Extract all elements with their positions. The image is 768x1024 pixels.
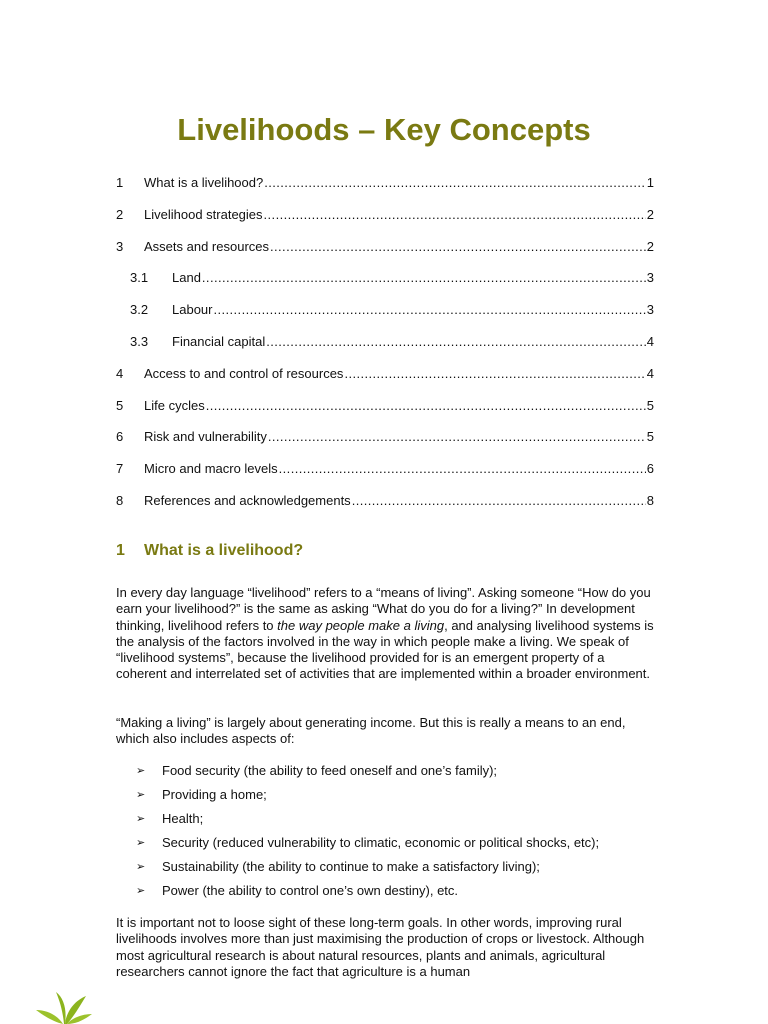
toc-entry-label: Land (172, 270, 201, 286)
toc-subentry[interactable] (116, 301, 654, 333)
toc-entry-number: 3 (116, 238, 124, 254)
section-heading (116, 542, 303, 560)
toc-dot-leader (344, 365, 645, 383)
list-item-text: Sustainability (the ability to continue to make a satisfactory living); (162, 859, 540, 874)
toc-entry-label: Micro and macro levels (144, 461, 278, 477)
toc-entry-page: 2 (646, 238, 654, 254)
arrowhead-bullet-icon: ➢ (136, 861, 146, 873)
arrowhead-bullet-icon: ➢ (136, 789, 146, 801)
toc-entry-label: Livelihood strategies (144, 206, 263, 222)
toc-entry-label: Risk and vulnerability (144, 429, 267, 445)
toc-dot-leader (268, 428, 646, 446)
toc-entry-page: 2 (646, 206, 654, 222)
toc-dot-leader (202, 269, 646, 287)
toc-dot-leader (352, 492, 646, 510)
toc-entry-number: 6 (116, 429, 124, 445)
toc-entry[interactable] (116, 428, 654, 460)
paragraph-text: In every day language “livelihood” refers to a “means of living”. Asking someone “How do you earn your livelihood?” is the same as asking “What do you do for a living?” In development thinking, livelihood refers to (116, 585, 651, 633)
toc-entry[interactable] (116, 365, 654, 397)
toc-entry-page: 4 (646, 333, 654, 349)
arrowhead-bullet-icon: ➢ (136, 765, 146, 777)
toc-entry-page: 3 (646, 270, 654, 286)
toc-entry-page: 4 (646, 365, 654, 381)
toc-entry[interactable] (116, 206, 654, 238)
bullet-list (136, 762, 656, 906)
list-item (136, 858, 656, 882)
document-title: Livelihoods – Key Concepts (177, 112, 591, 147)
toc-entry-number: 1 (116, 175, 124, 190)
toc-entry-label: What is a livelihood? (144, 175, 264, 190)
toc-entry-label: Access to and control of resources (144, 365, 344, 381)
toc-entry[interactable] (116, 238, 654, 270)
list-item-text: Food security (the ability to feed oneself and one’s family); (162, 763, 498, 778)
toc-subentry[interactable] (116, 269, 654, 301)
toc-dot-leader (266, 333, 646, 351)
toc-entry-number: 3.1 (130, 270, 149, 286)
list-item (136, 882, 656, 906)
toc-entry[interactable] (116, 397, 654, 429)
toc-dot-leader (264, 206, 646, 224)
toc-entry-page: 1 (646, 175, 654, 190)
list-item (136, 762, 656, 786)
toc-entry-page: 8 (646, 492, 654, 508)
toc-entry-number: 5 (116, 397, 124, 413)
toc-dot-leader (264, 174, 646, 192)
list-item (136, 834, 656, 858)
toc-subentry[interactable] (116, 333, 654, 365)
toc-entry-label: Assets and resources (144, 238, 270, 254)
toc-entry[interactable] (116, 174, 654, 206)
list-item-text: Power (the ability to control one’s own destiny), etc. (162, 883, 459, 898)
table-of-contents (116, 174, 654, 524)
toc-entry[interactable] (116, 492, 654, 524)
toc-entry-number: 7 (116, 461, 124, 477)
list-item-text: Security (reduced vulnerability to climatic, economic or political shocks, etc); (162, 835, 600, 850)
toc-entry-page: 6 (646, 461, 654, 477)
toc-entry-page: 5 (646, 397, 654, 413)
section-number: 1 (116, 542, 125, 559)
arrowhead-bullet-icon: ➢ (136, 813, 146, 825)
toc-dot-leader (206, 397, 646, 415)
leaf-logo-icon (34, 984, 94, 1024)
toc-entry-number: 2 (116, 206, 124, 222)
toc-entry[interactable] (116, 460, 654, 492)
paragraph (116, 585, 654, 683)
toc-entry-label: Labour (172, 302, 213, 318)
list-item (136, 786, 656, 810)
toc-entry-label: References and acknowledgements (144, 492, 351, 508)
toc-dot-leader (213, 301, 645, 319)
list-item-text: Health; (162, 811, 204, 826)
paragraph: “Making a living” is largely about generating income. But this is really a means to an end, which also includes aspects of: (116, 715, 626, 747)
toc-entry-number: 3.3 (130, 333, 149, 349)
toc-entry-number: 3.2 (130, 302, 149, 318)
toc-entry-page: 5 (646, 429, 654, 445)
toc-entry-number: 8 (116, 492, 124, 508)
toc-entry-number: 4 (116, 365, 124, 381)
toc-entry-page: 3 (646, 302, 654, 318)
paragraph-text: , and analysing livelihood systems is the analysis of the factors involved in the way in which people make a living. We speak of “livelihood systems”, because the livelihood provided for is an emergent property of a coherent and interrelated set of activities that are implemented within a broader environment. (116, 617, 654, 682)
toc-dot-leader (270, 238, 646, 256)
emphasis-text: the way people make a living (277, 617, 445, 633)
toc-entry-label: Financial capital (172, 333, 266, 349)
list-item (136, 810, 656, 834)
toc-dot-leader (279, 460, 646, 478)
arrowhead-bullet-icon: ➢ (136, 885, 146, 897)
arrowhead-bullet-icon: ➢ (136, 837, 146, 849)
section-title: What is a livelihood? (144, 542, 304, 559)
toc-entry-label: Life cycles (144, 397, 205, 413)
list-item-text: Providing a home; (162, 787, 267, 802)
paragraph: It is important not to loose sight of these long-term goals. In other words, improving rural livelihoods involves more than just maximising the production of crops or livestock. Although most agricultural research is about natural resources, plants and animals, agricultural researchers cannot ignore the fact that agriculture is a human (116, 915, 645, 979)
